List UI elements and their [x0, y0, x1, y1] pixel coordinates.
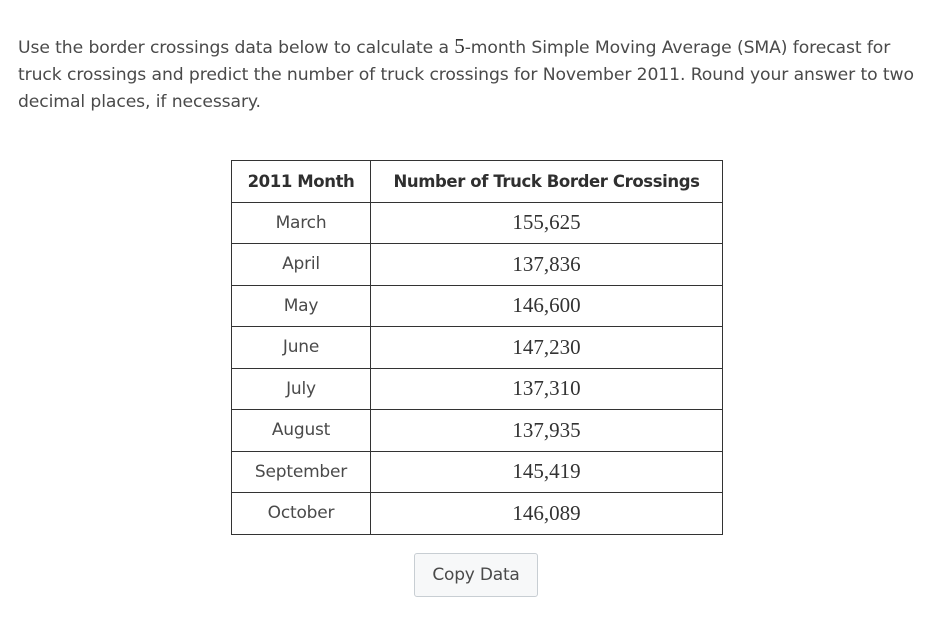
- value-cell: 137,836: [371, 244, 723, 286]
- table-header-row: [232, 161, 723, 203]
- table-row: [232, 493, 723, 535]
- month-cell: May: [232, 285, 371, 327]
- question-part-1: Use the border crossings data below to calculate a: [18, 38, 455, 58]
- question-part-2: -month Simple Moving Average (SMA) forecast for truck crossings and predict the number of truck crossings for November 2011. Round your answer to two decimal places, if necessary.: [18, 38, 914, 112]
- question-number: 5: [454, 34, 465, 58]
- month-cell: June: [232, 327, 371, 369]
- header-month: 2011 Month: [232, 161, 371, 203]
- table-row: [232, 285, 723, 327]
- month-cell: October: [232, 493, 371, 535]
- table-row: [232, 410, 723, 452]
- month-cell: March: [232, 202, 371, 244]
- value-cell: 146,600: [371, 285, 723, 327]
- table-row: [232, 202, 723, 244]
- header-crossings: Number of Truck Border Crossings: [371, 161, 723, 203]
- copy-data-button[interactable]: Copy Data: [414, 553, 538, 597]
- table-row: [232, 368, 723, 410]
- value-cell: 155,625: [371, 202, 723, 244]
- month-cell: September: [232, 451, 371, 493]
- value-cell: 137,935: [371, 410, 723, 452]
- value-cell: 147,230: [371, 327, 723, 369]
- table-row: [232, 451, 723, 493]
- month-cell: July: [232, 368, 371, 410]
- month-cell: April: [232, 244, 371, 286]
- question-text: [18, 33, 918, 116]
- month-cell: August: [232, 410, 371, 452]
- value-cell: 137,310: [371, 368, 723, 410]
- table-row: [232, 327, 723, 369]
- value-cell: 145,419: [371, 451, 723, 493]
- value-cell: 146,089: [371, 493, 723, 535]
- border-crossings-table: [231, 160, 723, 535]
- table-row: [232, 244, 723, 286]
